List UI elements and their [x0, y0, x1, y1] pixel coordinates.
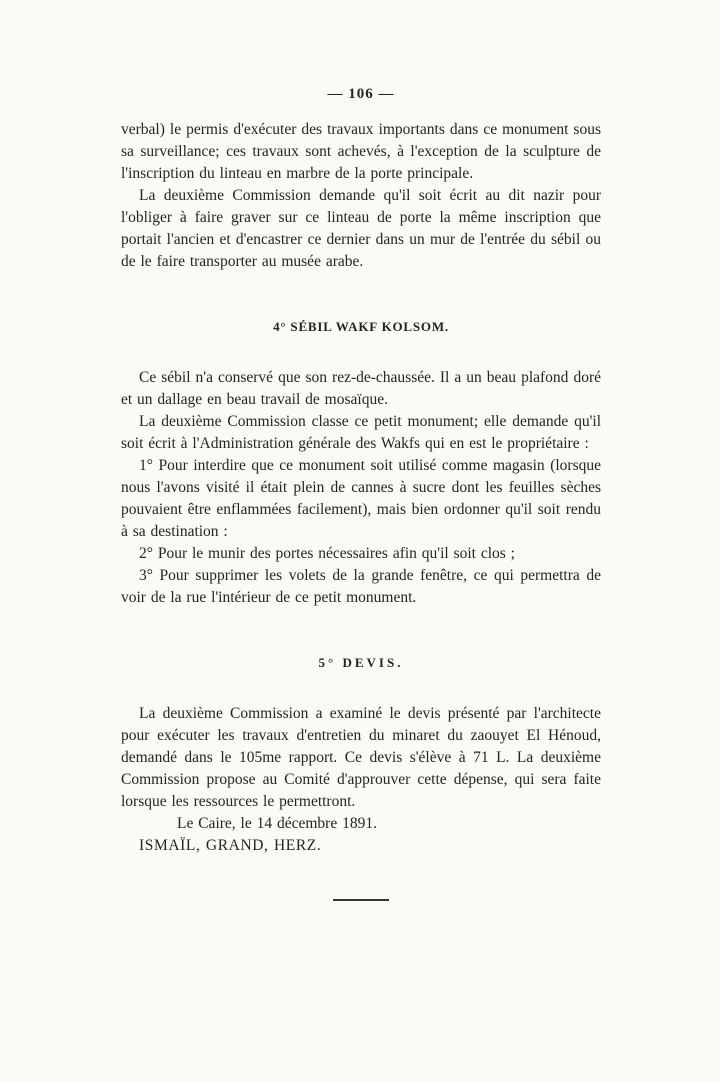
- signature: ISMAÏL, GRAND, HERZ.: [139, 837, 322, 854]
- page-number: — 106 —: [327, 86, 395, 102]
- paragraph-continuation: verbal) le permis d'exécuter des travaux importants dans ce monument sous sa surveillance; ces travaux sont achevés, à l'exception de la sculpture de l'inscription du linteau en marbre de la porte principale.: [121, 121, 601, 182]
- paragraph: Ce sébil n'a conservé que son rez-de-chaussée. Il a un beau plafond doré et un dallage en beau travail de mosaïque.: [121, 369, 601, 408]
- paragraph: La deuxième Commission a examiné le devis présenté par l'architecte pour exécuter les travaux d'entretien du minaret du zaouyet El Hénoud, demandé dans le 105me rapport. Ce devis s'élève à 71 L. La deuxième Commission propose au Comité d'approuver cette dépense, qui sera faite lorsque les ressources le permettront.: [121, 705, 601, 810]
- list-item-1: 1° Pour interdire que ce monument soit utilisé comme magasin (lorsque nous l'avons visité il était plein de cannes à sucre dont les feuilles sèches pouvaient être enflammées facilement), mais bien ordonner qu'il soit rendu à sa destination :: [121, 457, 601, 540]
- list-item-2: 2° Pour le munir des portes nécessaires afin qu'il soit clos ;: [139, 545, 515, 562]
- dateline: Le Caire, le 14 décembre 1891.: [177, 815, 377, 832]
- section-heading-devis: 5° DEVIS.: [318, 655, 404, 670]
- paragraph: La deuxième Commission classe ce petit monument; elle demande qu'il soit écrit à l'Administration générale des Wakfs qui en est le propriétaire :: [121, 413, 601, 452]
- list-item-3: 3° Pour supprimer les volets de la grande fenêtre, ce qui permettra de voir de la rue l'intérieur de ce petit monument.: [121, 567, 601, 606]
- end-rule: [333, 899, 389, 901]
- document-page: [121, 86, 601, 901]
- paragraph: La deuxième Commission demande qu'il soit écrit au dit nazir pour l'obliger à faire graver sur ce linteau de porte la même inscription que portait l'ancien et d'encastrer ce dernier dans un mur de l'entrée du sébil ou de le faire transporter au musée arabe.: [121, 187, 601, 270]
- section-heading-sebil-wakf-kolsom: 4° SÉBIL WAKF KOLSOM.: [273, 319, 449, 334]
- page-body: [121, 119, 601, 901]
